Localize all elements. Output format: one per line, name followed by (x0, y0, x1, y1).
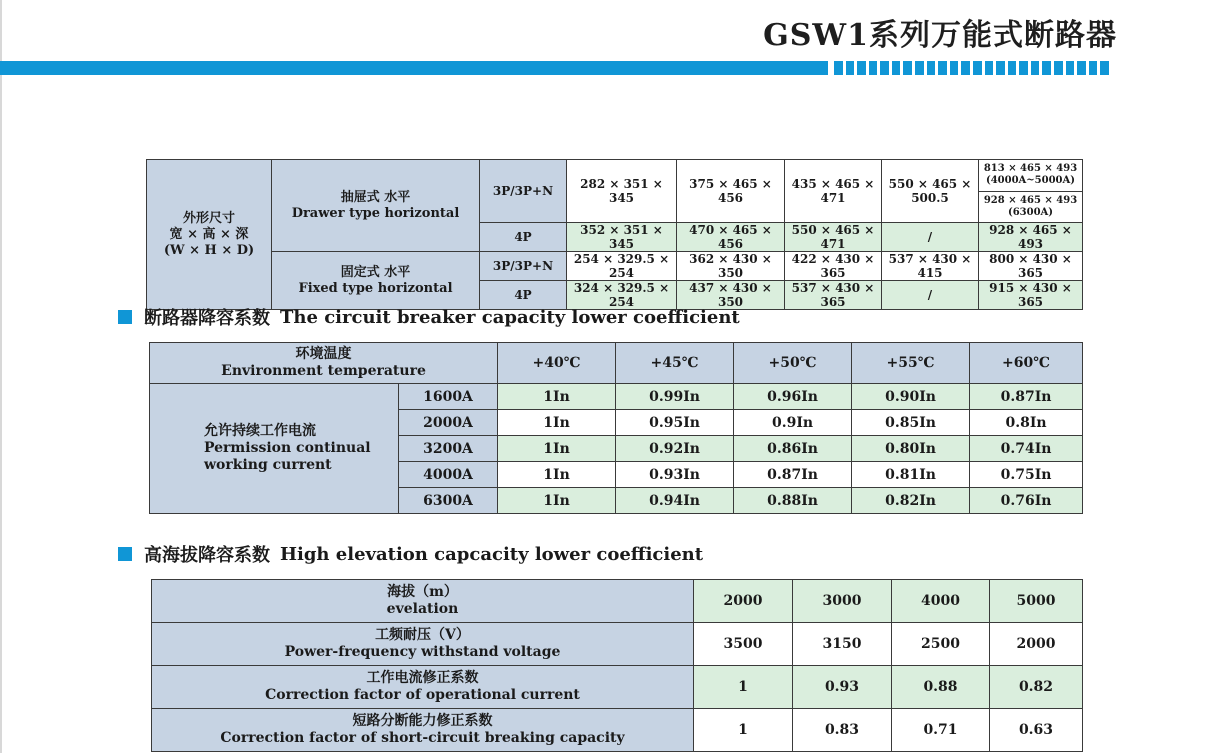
table-cell: 324 × 329.5 × 254 (567, 281, 677, 310)
table-cell: 1In (498, 462, 616, 488)
dim-value: 928 × 465 × 493 (983, 194, 1078, 206)
table-cell: 1In (498, 436, 616, 462)
row-label (152, 623, 694, 666)
table-cell: / (882, 281, 979, 310)
pole-label: 3P/3P+N (480, 160, 567, 223)
table-cell: 0.99In (616, 384, 734, 410)
environment-temp-header (150, 343, 498, 384)
dim-label-cn: 外形尺寸 (182, 210, 235, 226)
section-bullet-icon (118, 310, 132, 324)
rating-label: 3200A (399, 436, 498, 462)
dim-value: 813 × 465 × 493 (983, 163, 1078, 175)
drawer-type-cell (272, 160, 480, 252)
rating-label: 2000A (399, 410, 498, 436)
dim-note: (6300A) (1007, 206, 1054, 218)
row-label-en: Correction factor of operational current (265, 687, 580, 703)
table-cell: 915 × 430 × 365 (979, 281, 1083, 310)
table-cell: 0.76In (970, 488, 1083, 514)
rating-label: 1600A (399, 384, 498, 410)
table-cell: 0.93 (793, 666, 892, 709)
table-cell: 362 × 430 × 350 (677, 252, 785, 281)
table-cell: 254 × 329.5 × 254 (567, 252, 677, 281)
table-cell: 0.9In (734, 410, 852, 436)
table-cell: 1In (498, 488, 616, 514)
fixed-type-en: Fixed type horizontal (298, 280, 453, 296)
table-cell: 0.85In (852, 410, 970, 436)
table-cell: 0.90In (852, 384, 970, 410)
table-cell: 0.87In (734, 462, 852, 488)
table-cell: 2000 (694, 580, 793, 623)
table-cell: 4000 (892, 580, 990, 623)
table-cell: 0.86In (734, 436, 852, 462)
perm-en1: Permission continual (204, 440, 371, 456)
table-cell: 550 × 465 × 471 (785, 223, 882, 252)
table-cell: 470 × 465 × 456 (677, 223, 785, 252)
table-cell: 0.95In (616, 410, 734, 436)
table-cell: 550 × 465 × 500.5 (882, 160, 979, 223)
table-cell: 0.80In (852, 436, 970, 462)
table-cell: 1In (498, 384, 616, 410)
table-cell: 3000 (793, 580, 892, 623)
rating-label: 4000A (399, 462, 498, 488)
env-en: Environment temperature (221, 363, 426, 379)
env-cn: 环境温度 (295, 346, 352, 362)
table-cell: 422 × 430 × 365 (785, 252, 882, 281)
header-blue-band (0, 61, 828, 75)
row-label (152, 666, 694, 709)
table-cell: 282 × 351 × 345 (567, 160, 677, 223)
table-cell: 0.75In (970, 462, 1083, 488)
table-cell: 0.83 (793, 709, 892, 752)
temp-header: +40℃ (498, 343, 616, 384)
table-cell: 0.92In (616, 436, 734, 462)
row-label (152, 580, 694, 623)
table-cell: 0.93In (616, 462, 734, 488)
table-cell: 2500 (892, 623, 990, 666)
table-cell: 537 × 430 × 365 (785, 281, 882, 310)
temp-header: +55℃ (852, 343, 970, 384)
table-cell: 1 (694, 709, 793, 752)
table-cell: 5000 (990, 580, 1083, 623)
table-cell: 0.82In (852, 488, 970, 514)
fixed-type-cell (272, 252, 480, 310)
row-label (152, 709, 694, 752)
row-label-en: evelation (386, 601, 459, 617)
temp-header: +60℃ (970, 343, 1083, 384)
drawer-type-cn: 抽屉式 水平 (340, 189, 411, 205)
table-cell: 375 × 465 × 456 (677, 160, 785, 223)
capacity-section-heading (118, 304, 740, 330)
row-label-en: Power-frequency withstand voltage (284, 644, 561, 660)
elevation-section-heading (118, 541, 703, 567)
table-cell: 0.96In (734, 384, 852, 410)
table-cell: 0.8In (970, 410, 1083, 436)
table-cell: 3150 (793, 623, 892, 666)
table-cell: 0.87In (970, 384, 1083, 410)
table-cell: 437 × 430 × 350 (677, 281, 785, 310)
row-label-en: Correction factor of short-circuit breaking capacity (220, 730, 625, 746)
table-cell: 0.88In (734, 488, 852, 514)
rating-label: 6300A (399, 488, 498, 514)
table-cell: 0.81In (852, 462, 970, 488)
elevation-derating-table (151, 579, 1083, 752)
capacity-heading-cn: 断路器降容系数 (144, 308, 270, 329)
table-cell: 0.82 (990, 666, 1083, 709)
fixed-type-cn: 固定式 水平 (340, 264, 411, 280)
dimensions-label-cell (147, 160, 272, 310)
table-cell: 0.63 (990, 709, 1083, 752)
temp-header: +50℃ (734, 343, 852, 384)
pole-label: 4P (480, 281, 567, 310)
capacity-heading-en: The circuit breaker capacity lower coefficient (280, 306, 740, 328)
table-cell: 800 × 430 × 365 (979, 252, 1083, 281)
table-cell: 1In (498, 410, 616, 436)
table-cell: 928 × 465 × 493 (979, 223, 1083, 252)
row-label-cn: 短路分断能力修正系数 (352, 713, 493, 729)
table-cell: 537 × 430 × 415 (882, 252, 979, 281)
dim-label-wd: (W × H × D) (163, 242, 255, 258)
header-dashed-band (834, 61, 1112, 75)
table-cell: 0.88 (892, 666, 990, 709)
pole-label: 3P/3P+N (480, 252, 567, 281)
table-cell: 2000 (990, 623, 1083, 666)
dim-label-dims: 宽 × 高 × 深 (169, 226, 249, 242)
table-cell: 0.71 (892, 709, 990, 752)
section-bullet-icon (118, 547, 132, 561)
table-cell: 0.94In (616, 488, 734, 514)
table-cell: 3500 (694, 623, 793, 666)
perm-en2: working current (204, 457, 332, 473)
elevation-heading-en: High elevation capcacity lower coefficient (280, 543, 704, 565)
pole-label: 4P (480, 223, 567, 252)
dim-note: (4000A~5000A) (985, 175, 1076, 187)
dimensions-table (146, 159, 1083, 310)
permission-current-label (150, 384, 399, 514)
row-label-cn: 工作电流修正系数 (366, 670, 479, 686)
row-label-cn: 海拔（m） (387, 584, 458, 600)
perm-cn: 允许持续工作电流 (204, 423, 316, 439)
table-cell: 0.74In (970, 436, 1083, 462)
capacity-derating-table (149, 342, 1083, 514)
drawer-type-en: Drawer type horizontal (291, 205, 460, 221)
table-cell: 435 × 465 × 471 (785, 160, 882, 223)
table-cell: 352 × 351 × 345 (567, 223, 677, 252)
temp-header: +45℃ (616, 343, 734, 384)
row-label-cn: 工频耐压（V） (375, 627, 470, 643)
table-cell: / (882, 223, 979, 252)
table-cell: 1 (694, 666, 793, 709)
table-cell-split (979, 160, 1083, 223)
page-title: GSW1系列万能式断路器 (763, 18, 1117, 53)
elevation-heading-cn: 高海拔降容系数 (144, 545, 270, 566)
left-border-line (0, 0, 2, 753)
